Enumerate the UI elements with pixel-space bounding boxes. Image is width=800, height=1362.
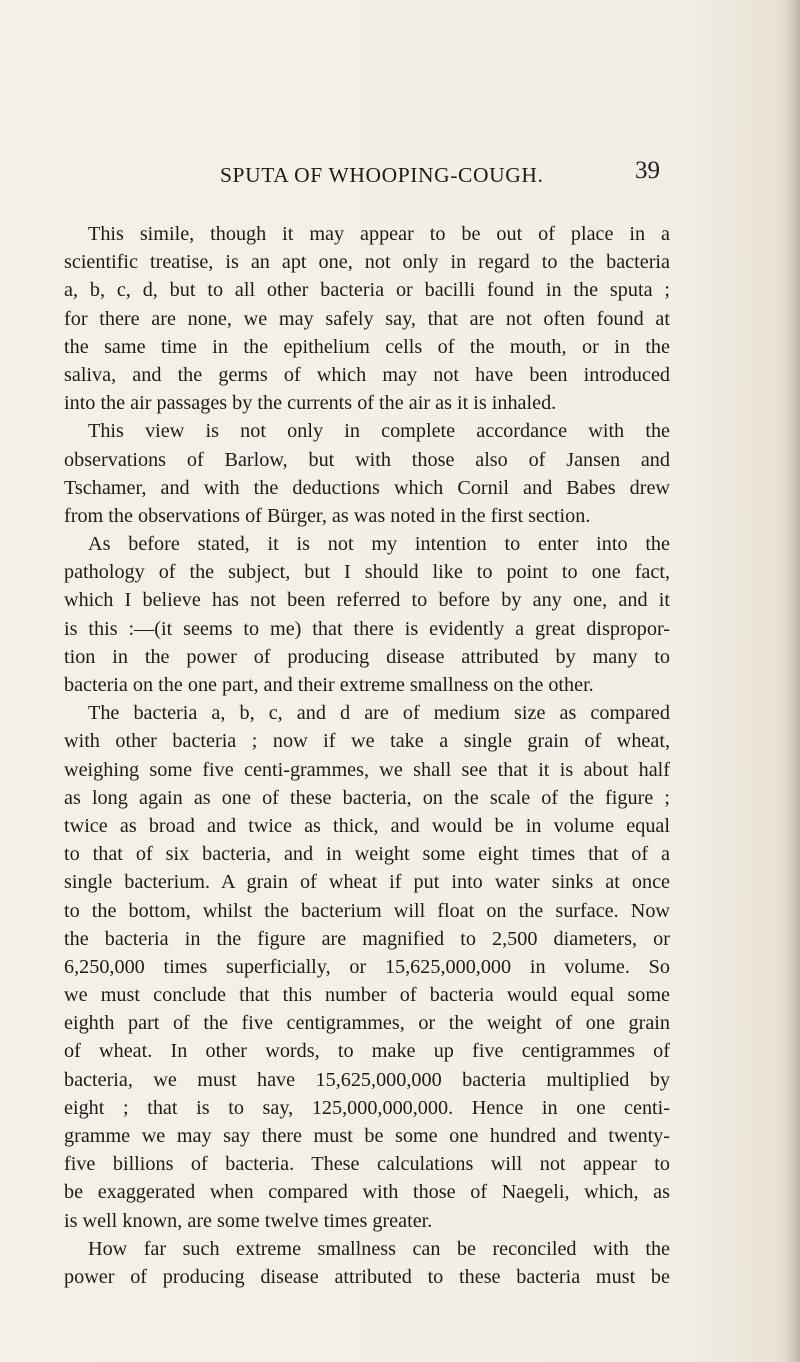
- text-line: eighth part of the five centigrammes, or the weight of one grain: [64, 1012, 670, 1035]
- text-line: This simile, though it may appear to be out of place in a: [88, 223, 670, 245]
- text-line: power of producing disease attributed to these bacteria must be: [64, 1265, 670, 1288]
- text-line: saliva, and the germs of which may not have been introduced: [64, 363, 670, 386]
- text-line: This view is not only in complete accordance with the: [88, 420, 670, 443]
- text-line: with other bacteria ; now if we take a single grain of wheat,: [64, 730, 670, 753]
- text-line: tion in the power of producing disease attributed by many to: [64, 645, 670, 668]
- text-line: from the observations of Bürger, as was noted in the first section.: [64, 504, 591, 527]
- text-line: is this :—(it seems to me) that there is evidently a great dispropor-: [64, 617, 670, 640]
- text-line: the same time in the epithelium cells of the mouth, or in the: [64, 335, 670, 358]
- text-line: The bacteria a, b, c, and d are of medium size as compared: [88, 702, 670, 725]
- text-line: a, b, c, d, but to all other bacteria or bacilli found in the sputa ;: [64, 279, 670, 302]
- text-line: 6,250,000 times superficially, or 15,625,000,000 in volume. So: [64, 955, 670, 978]
- text-line: twice as broad and twice as thick, and would be in volume equal: [64, 814, 670, 837]
- text-line: How far such extreme smallness can be reconciled with the: [88, 1237, 670, 1260]
- text-line: gramme we may say there must be some one hundred and twenty-: [64, 1125, 670, 1147]
- text-line: for there are none, we may safely say, that are not often found at: [64, 307, 670, 330]
- body-text: [64, 220, 670, 1291]
- text-line: which I believe has not been referred to before by any one, and it: [64, 589, 670, 612]
- text-line: we must conclude that this number of bacteria would equal some: [64, 984, 670, 1007]
- page-number: 39: [635, 157, 660, 184]
- text-line: bacteria on the one part, and their extreme smallness on the other.: [64, 674, 594, 696]
- text-line: single bacterium. A grain of wheat if put into water sinks at once: [64, 871, 670, 894]
- text-line: observations of Barlow, but with those also of Jansen and: [64, 448, 670, 471]
- text-line: scientific treatise, is an apt one, not only in regard to the bacteria: [64, 251, 670, 274]
- running-head: [0, 157, 800, 193]
- text-line: five billions of bacteria. These calculations will not appear to: [64, 1153, 670, 1176]
- text-line: is well known, are some twelve times greater.: [64, 1209, 433, 1232]
- text-line: the bacteria in the figure are magnified to 2,500 diameters, or: [64, 927, 670, 950]
- text-line: of wheat. In other words, to make up five centigrammes of: [64, 1040, 670, 1063]
- text-line: to that of six bacteria, and in weight some eight times that of a: [64, 843, 670, 866]
- text-line: weighing some five centi-grammes, we shall see that it is about half: [64, 758, 670, 781]
- text-line: to the bottom, whilst the bacterium will float on the surface. Now: [64, 899, 670, 922]
- text-line: be exaggerated when compared with those of Naegeli, which, as: [64, 1181, 670, 1204]
- text-line: as long again as one of these bacteria, on the scale of the figure ;: [64, 786, 670, 809]
- running-title: SPUTA OF WHOOPING-COUGH.: [220, 163, 544, 187]
- text-line: pathology of the subject, but I should like to point to one fact,: [64, 561, 670, 584]
- page-edge-shadow: [786, 0, 800, 1362]
- text-line: into the air passages by the currents of the air as it is inhaled.: [64, 392, 557, 415]
- text-line: As before stated, it is not my intention to enter into the: [88, 533, 670, 556]
- text-line: eight ; that is to say, 125,000,000,000. Hence in one centi-: [64, 1096, 670, 1119]
- text-line: Tschamer, and with the deductions which Cornil and Babes drew: [64, 476, 670, 499]
- text-line: bacteria, we must have 15,625,000,000 bacteria multiplied by: [64, 1068, 670, 1091]
